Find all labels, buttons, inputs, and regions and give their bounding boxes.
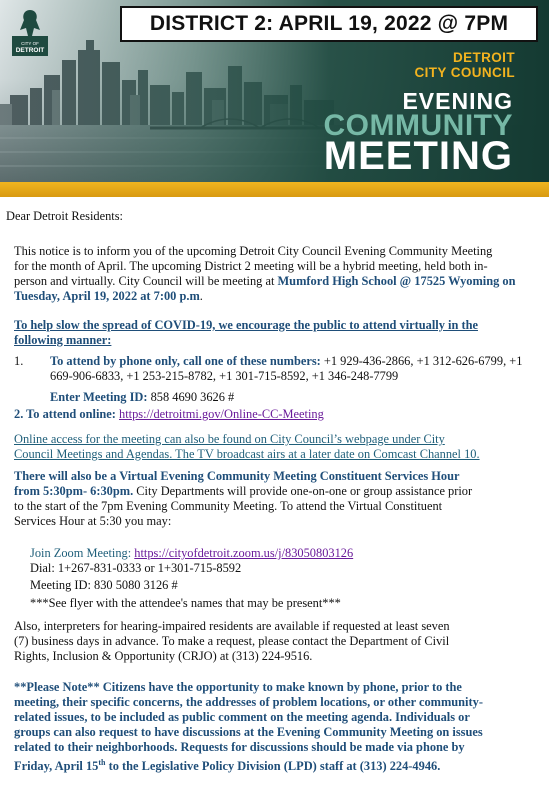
meeting-date-time: Tuesday, April 19, 2022 at 7:00 p.m bbox=[14, 289, 200, 303]
brand-line-city-council: CITY COUNCIL bbox=[414, 65, 515, 80]
online-label: 2. To attend online: bbox=[14, 407, 116, 421]
interpreters-line-3: Rights, Inclusion & Opportunity (CRJO) at (313) 224-9516. bbox=[14, 649, 313, 663]
zoom-meeting-link[interactable]: https://cityofdetroit.zoom.us/j/83050803126 bbox=[134, 546, 354, 560]
covid-line-2: following manner: bbox=[14, 333, 112, 347]
virtual-line-2 bbox=[14, 484, 472, 499]
phone-lead: To attend by phone only, call one of these numbers: bbox=[50, 354, 321, 368]
note-deadline-suffix: th bbox=[98, 758, 106, 767]
headline-text: DISTRICT 2: APRIL 19, 2022 @ 7PM bbox=[149, 12, 509, 35]
title-community: COMMUNITY bbox=[323, 109, 513, 142]
online-meeting-link[interactable]: https://detroitmi.gov/Online-CC-Meeting bbox=[119, 407, 324, 421]
meeting-location: Mumford High School @ 17525 Wyoming on bbox=[277, 274, 516, 288]
virtual-line-1: There will also be a Virtual Evening Community Meeting Constituent Services Hour bbox=[14, 469, 460, 483]
title-meeting: MEETING bbox=[323, 134, 513, 178]
svg-text:CITY OF: CITY OF bbox=[21, 41, 39, 46]
intro-line-1: This notice is to inform you of the upcoming Detroit City Council Evening Community Meeting bbox=[14, 244, 493, 258]
access-line-2: Council Meetings and Agendas. The TV broadcast airs at a later date on Comcast Channel 10. bbox=[14, 447, 480, 461]
intro-line-3-text: person and virtually. City Council will be meeting at bbox=[14, 274, 278, 288]
flyer-note: ***See flyer with the attendee's names that may be present*** bbox=[30, 596, 341, 610]
note-line-5: related to their neighborhoods. Requests for discussions should be made via phone by bbox=[14, 740, 465, 754]
virtual-line-2-text: City Departments will provide one-on-one or group assistance prior bbox=[133, 484, 473, 498]
brand-line-detroit: DETROIT bbox=[452, 50, 515, 65]
access-line-1: Online access for the meeting can also be found on City Council’s webpage under City bbox=[14, 432, 445, 446]
city-of-detroit-logo bbox=[10, 6, 50, 58]
note-line-2: meeting, their specific concerns, the addresses of problem locations, or other community- bbox=[14, 695, 483, 709]
virtual-hours: from 5:30pm- 6:30pm. bbox=[14, 484, 134, 498]
note-line-6-text: to the Legislative Policy Division (LPD) staff at (313) 224-4946. bbox=[105, 759, 441, 774]
phone-numbers-part-1: +1 929-436-2866, +1 312-626-6799, +1 bbox=[320, 354, 523, 368]
note-line-6 bbox=[14, 755, 440, 774]
svg-text:DETROIT: DETROIT bbox=[15, 47, 45, 54]
intro-line-4-end: . bbox=[199, 289, 203, 303]
intro-line-3 bbox=[14, 274, 516, 289]
zoom-join-line bbox=[30, 546, 353, 561]
zoom-join-label: Join Zoom Meeting: bbox=[30, 546, 135, 560]
virtual-line-4: Services Hour at 5:30 you may: bbox=[14, 514, 172, 528]
virtual-line-3: to the start of the 7pm Evening Community Meeting. To attend the Virtual Constituent bbox=[14, 499, 443, 513]
note-deadline: Friday, April 15 bbox=[14, 759, 99, 774]
meeting-id-label: Enter Meeting ID: bbox=[50, 390, 148, 404]
note-line-4: groups can also request to have discussions at the Evening Community Meeting on issues bbox=[14, 725, 483, 739]
online-line bbox=[14, 407, 324, 422]
headline-box bbox=[120, 6, 538, 42]
phone-meeting-id bbox=[50, 390, 234, 405]
salutation: Dear Detroit Residents: bbox=[6, 209, 123, 223]
zoom-dial: Dial: 1+267-831-0333 or 1+301-715-8592 bbox=[30, 561, 242, 575]
phone-item-number: 1. bbox=[14, 354, 24, 368]
note-line-1: **Please Note** Citizens have the opportunity to make known by phone, prior to the bbox=[14, 680, 462, 694]
intro-line-4 bbox=[14, 289, 203, 304]
phone-line-2: 669-906-6833, +1 253-215-8782, +1 301-715-8592, +1 346-248-7799 bbox=[50, 369, 399, 383]
zoom-meeting-id: Meeting ID: 830 5080 3126 # bbox=[30, 578, 178, 592]
interpreters-line-2: (7) business days in advance. To make a request, please contact the Department of Civil bbox=[14, 634, 450, 648]
header-banner bbox=[0, 0, 549, 197]
meeting-id-value: 858 4690 3626 # bbox=[147, 390, 235, 404]
intro-line-2: for the month of April. The upcoming District 2 meeting will be a hybrid meeting, held both in- bbox=[14, 259, 488, 273]
phone-line-1 bbox=[50, 354, 522, 369]
brand-label bbox=[414, 50, 515, 80]
gold-divider-bar bbox=[0, 182, 549, 197]
interpreters-line-1: Also, interpreters for hearing-impaired residents are available if requested at least seven bbox=[14, 619, 450, 633]
covid-line-1: To help slow the spread of COVID-19, we encourage the public to attend virtually in the bbox=[14, 318, 478, 332]
note-line-3: related issues, to be included as public comment on the meeting agenda. Individuals or bbox=[14, 710, 470, 724]
title-evening: EVENING bbox=[402, 88, 513, 114]
